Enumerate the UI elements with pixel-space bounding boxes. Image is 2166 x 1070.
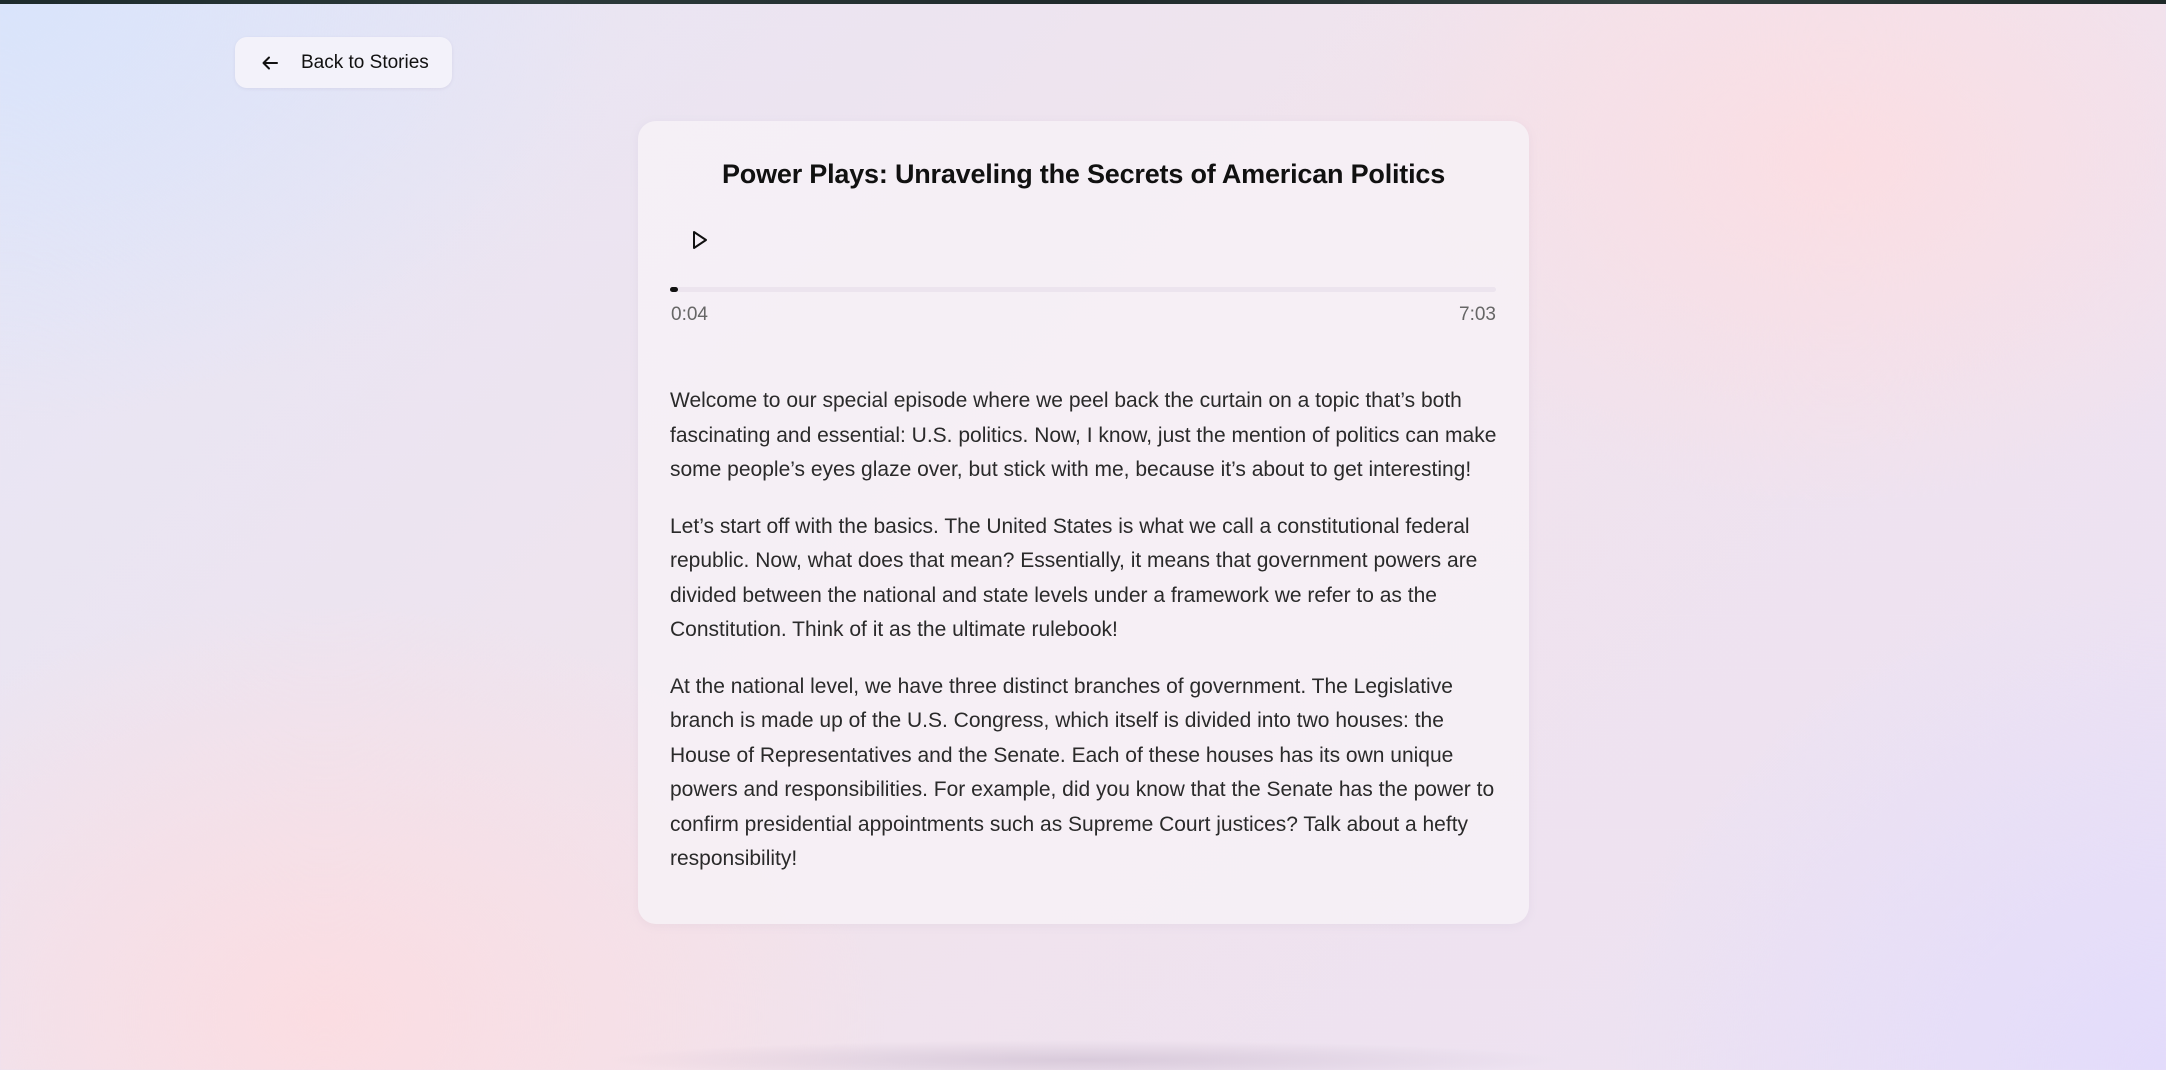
story-card (638, 121, 1529, 924)
back-to-stories-label: Back to Stories (301, 51, 429, 73)
back-to-stories-button[interactable] (235, 37, 452, 88)
arrow-left-icon (259, 52, 281, 74)
window-top-edge (0, 0, 2166, 4)
story-title: Power Plays: Unraveling the Secrets of American Politics (721, 159, 1446, 189)
total-time: 7:03 (1459, 304, 1496, 325)
transcript-paragraph: At the national level, we have three distinct branches of government. The Legislative branch is made up of the U.S. Congress, which itself is divided into two houses: the House of Representatives and the Senate. Each of these houses has its own unique powers and responsibilities. For example, did you know that the Senate has the power to confirm presidential appointments such as Supreme Court justices? Talk about a hefty responsibility! (670, 674, 1495, 870)
play-icon (690, 229, 710, 256)
current-time: 0:04 (671, 304, 708, 325)
transcript-text (670, 384, 1500, 889)
transcript-paragraph: Let’s start off with the basics. The United States is what we call a constitutional federal republic. Now, what does that mean? Essentially, it means that government powers are divided between the national and state levels under a framework we refer to as the Constitution. Think of it as the ultimate rulebook! (670, 514, 1478, 641)
bottom-shadow (600, 1040, 1566, 1070)
play-button[interactable] (682, 224, 718, 260)
progress-bar[interactable] (670, 287, 1496, 292)
progress-bar-fill (670, 287, 678, 292)
transcript-paragraph: Welcome to our special episode where we peel back the curtain on a topic that’s both fascinating and essential: U.S. politics. Now, I know, just the mention of politics can make some people’s eyes glaze over, but stick with me, because it’s about to get interesting! (670, 389, 1497, 481)
